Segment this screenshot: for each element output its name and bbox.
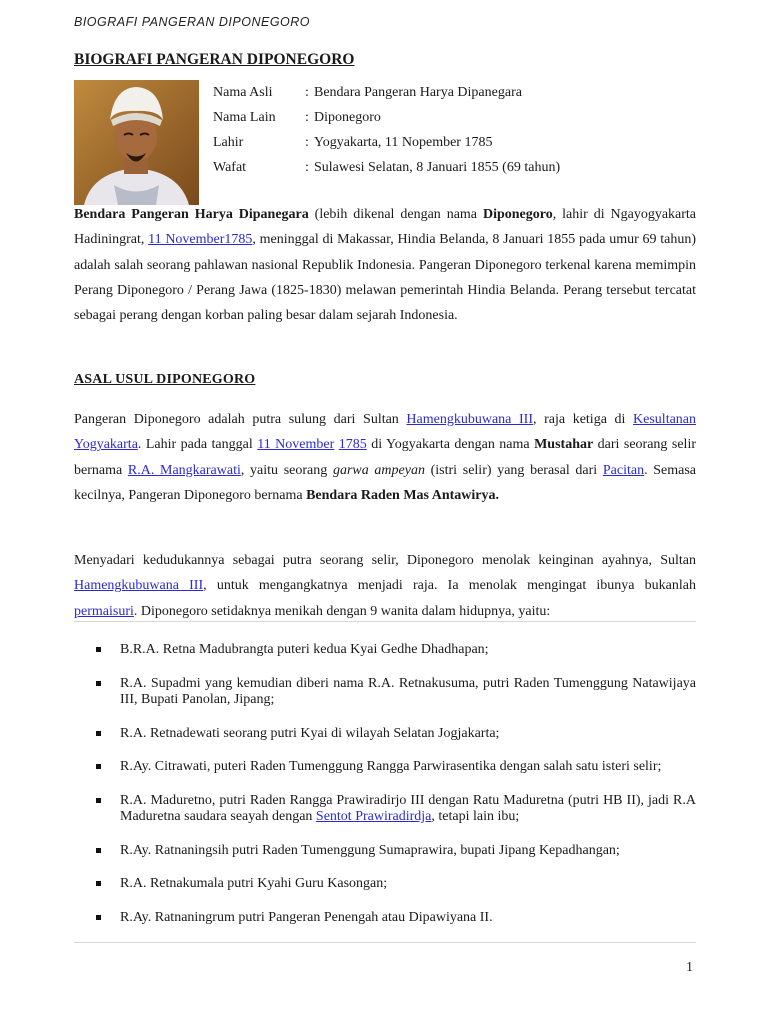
short-name-bold: Diponegoro: [482, 207, 553, 222]
text-span: , meninggal di Makassar, Hindia Belanda, 8 Januari 1855 pada umur 69 tahun) adalah salah seorang pahlawan nasional Republik Indonesia. Pangeran Diponegoro terkenal karena memimpin Perang Diponegoro / Perang Jawa (1825-1830) melawan pemerintah Hindia Belanda. Perang tersebut tercatat sebagai perang dengan korban paling besar dalam sejarah Indonesia.: [74, 232, 696, 324]
origin-paragraph: [74, 407, 696, 508]
full-name-bold: Bendara Pangeran Harya Dipanegara: [74, 207, 309, 222]
birth-name-bold: Mustahar: [534, 437, 594, 453]
section-heading: ASAL USUL DIPONEGORO: [74, 372, 256, 387]
link-birth-date[interactable]: 11 November: [257, 437, 335, 453]
info-value: Bendara Pangeran Harya Dipanegara: [314, 85, 522, 100]
text-span: Pangeran Diponegoro adalah putra sulung dari Sultan: [74, 412, 407, 427]
link-birth-year[interactable]: 1785: [338, 437, 367, 453]
info-row: [213, 155, 560, 180]
info-separator: :: [305, 110, 309, 125]
bio-info-table: [213, 80, 560, 180]
list-item: [96, 726, 696, 743]
bullet-icon: [96, 647, 101, 652]
list-item: [96, 793, 696, 826]
bullet-icon: [96, 764, 101, 769]
bullet-icon: [96, 731, 101, 736]
list-item-text: R.Ay. Ratnaningsih putri Raden Tumenggung Sumaprawira, bupati Jipang Kepadhangan;: [120, 842, 620, 858]
info-row: [213, 80, 560, 105]
link-hamengkubuwana[interactable]: Hamengkubuwana III: [74, 578, 204, 594]
bullet-icon: [96, 848, 101, 853]
divider: [74, 942, 696, 943]
text-span: dari seorang selir bernama: [74, 437, 696, 478]
bullet-icon: [96, 915, 101, 920]
info-label: Wafat: [213, 160, 247, 175]
text-span: , yaitu seorang: [240, 462, 333, 478]
text-span: di Yogyakarta dengan nama: [366, 437, 535, 453]
list-item: [96, 759, 696, 776]
info-separator: :: [305, 135, 309, 150]
link-kesultanan[interactable]: Kesultanan Yogyakarta: [74, 412, 697, 453]
link-hamengkubuwana[interactable]: Hamengkubuwana III: [406, 412, 533, 427]
list-item: [96, 910, 696, 927]
info-value: Yogyakarta, 11 Nopember 1785: [314, 135, 493, 150]
link-birth-year[interactable]: 1785: [224, 232, 253, 248]
list-item-text: R.A. Supadmi yang kemudian diberi nama R.A. Retnakusuma, putri Raden Tumenggung Natawijaya III, Bupati Panolan, Jipang;: [120, 675, 696, 707]
info-value: Diponegoro: [314, 110, 381, 125]
document-title: BIOGRAFI PANGERAN DIPONEGORO: [74, 51, 355, 68]
text-span: (istri selir) yang berasal dari: [424, 462, 603, 478]
list-item-text: R.Ay. Ratnaningrum putri Pangeran Penengah atau Dipawiyana II.: [120, 909, 493, 925]
intro-paragraph: [74, 202, 696, 328]
childhood-name-bold: Bendara Raden Mas Antawirya.: [306, 487, 499, 503]
list-item-text: R.A. Retnakumala putri Kyahi Guru Kasongan;: [120, 876, 388, 891]
wives-list: [96, 642, 696, 943]
list-item: [96, 676, 696, 709]
page-number: 1: [686, 960, 693, 975]
info-row: [213, 130, 560, 155]
list-item-text: R.A. Retnadewati seorang putri Kyai di wilayah Selatan Jogjakarta;: [120, 725, 500, 741]
text-span: . Lahir pada tanggal: [137, 437, 258, 453]
text-span: . Diponegoro setidaknya menikah dengan 9 wanita dalam hidupnya, yaitu:: [133, 603, 551, 619]
info-row: [213, 105, 560, 130]
bullet-icon: [96, 681, 101, 686]
text-span: (lebih dikenal dengan nama: [308, 207, 483, 222]
text-span: . Semasa kecilnya, Pangeran Diponegoro bernama: [74, 462, 697, 503]
link-mangkarawati[interactable]: R.A. Mangkarawati: [127, 462, 241, 478]
bullet-icon: [96, 798, 101, 803]
link-permaisuri[interactable]: permaisuri: [74, 603, 134, 619]
list-item: [96, 642, 696, 659]
info-separator: :: [305, 85, 309, 100]
portrait-image: [74, 80, 199, 205]
link-pacitan[interactable]: Pacitan: [602, 462, 645, 478]
link-sentot[interactable]: Sentot Prawiradirdja: [315, 809, 432, 824]
text-span: Menyadari kedudukannya sebagai putra seorang selir, Diponegoro menolak keinginan ayahnya, Sultan: [74, 553, 696, 568]
list-item-text: R.Ay. Citrawati, puteri Raden Tumenggung Rangga Parwirasentika dengan salah satu isteri selir;: [120, 759, 662, 774]
text-span: , raja ketiga di: [533, 412, 634, 427]
italic-term: garwa ampeyan: [332, 462, 425, 478]
bullet-icon: [96, 881, 101, 886]
list-item-text: R.A. Maduretno, putri Raden Rangga Prawiradirjo III dengan Ratu Maduretna (putri HB II), jadi R.A Maduretna saudara seayah dengan: [120, 792, 696, 824]
text-span: , untuk mengangkatnya menjadi raja. Ia menolak mengingat ibunya bukanlah: [203, 578, 697, 594]
marriage-paragraph: [74, 548, 696, 624]
info-separator: :: [305, 160, 309, 175]
info-label: Nama Lain: [213, 110, 276, 125]
list-item: [96, 876, 696, 893]
info-label: Lahir: [213, 135, 244, 150]
list-item: [96, 843, 696, 860]
text-span: , lahir di Ngayogyakarta Hadiningrat,: [74, 207, 697, 248]
list-item-text: B.R.A. Retna Madubrangta puteri kedua Kyai Gedhe Dhadhapan;: [120, 642, 489, 657]
divider: [74, 621, 696, 622]
link-birth-date[interactable]: 11 November: [148, 232, 225, 248]
running-header: BIOGRAFI PANGERAN DIPONEGORO: [74, 15, 311, 29]
list-item-text: , tetapi lain ibu;: [431, 809, 520, 824]
info-value: Sulawesi Selatan, 8 Januari 1855 (69 tahun): [314, 160, 561, 175]
info-label: Nama Asli: [213, 85, 273, 100]
